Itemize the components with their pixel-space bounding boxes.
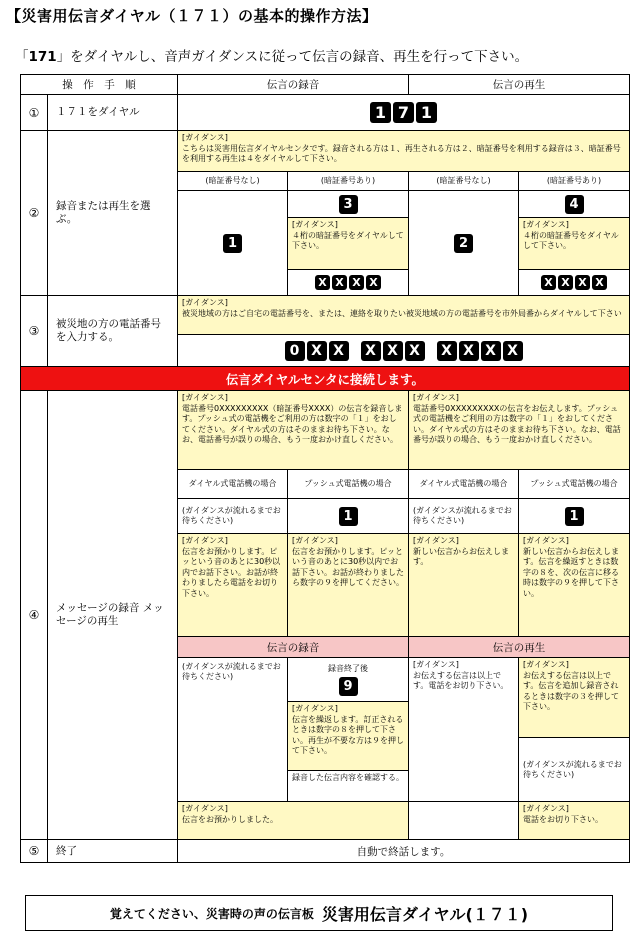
step2-number: ② [20, 130, 48, 296]
guidance-text: こちらは災害用伝言ダイヤルセンタです。録音される方は１、再生される方は２、暗証番号を利用する録音は３、暗証番号を利用する再生は４をダイヤルして下さい。 [182, 143, 621, 163]
guidance-title: [ガイダンス] [523, 804, 569, 813]
guidance-text: 電話番号0XXXXXXXXX（暗証番号XXXX）の伝言を録音します。プッシュ式の電話機をご利用の方は数字の「１」をおしてください。ダイヤル式の方はそのままお待ち下さい。なお、電話番号が誤りの場合、もう一度おかけ直しください。 [182, 403, 403, 444]
guidance-title: [ガイダンス] [523, 536, 569, 545]
step4-label: メッセージの録音 メッセージの再生 [47, 390, 178, 840]
key1-cell [177, 190, 288, 296]
dial-key: X [383, 341, 403, 361]
guidance-title: [ガイダンス] [292, 704, 338, 713]
header-steps: 操 作 手 順 [20, 74, 178, 95]
dial-key: 7 [393, 102, 414, 123]
step2-label: 録音または再生を選ぶ。 [47, 130, 178, 296]
rec-end-cell [287, 657, 409, 702]
dial-key: X [558, 275, 573, 290]
guidance-text: 新しい伝言からお伝えします。 [413, 546, 509, 566]
guidance-text: 伝言をお預かりします。ピッという音のあとに30秒以内でお話下さい。お話が終わりましたら数字の９を押してください。 [292, 546, 404, 587]
dial-key: 9 [339, 677, 358, 696]
guidance-title: [ガイダンス] [292, 536, 338, 545]
wait-record-2: (ガイダンスが流れるまでお待ちください) [177, 657, 288, 802]
push-key-record [287, 498, 409, 534]
footer-title: 災害用伝言ダイヤル(１７１) [321, 904, 529, 924]
dial-phone-play: ダイヤル式電話機の場合 [408, 469, 519, 499]
step3-label: 被災地の方の電話番号を入力する。 [47, 295, 178, 367]
confirm-guidance [287, 701, 409, 771]
guidance-text: 電話番号0XXXXXXXXXの伝言をお伝えします。プッシュ式の電話機をご利用の方は数字の「１」をおしてください。ダイヤル式の方はそのままお待ち下さい。なお、電話番号が誤りの場合、もう一度おかけ直しください。 [413, 403, 621, 444]
col-pin-record: (暗証番号あり) [287, 171, 409, 191]
dial-key: 1 [339, 507, 358, 526]
play-push-guidance [518, 533, 630, 637]
subtitle-text: 」をダイヤルし、音声ガイダンスに従って伝言の録音、再生を行って下さい。 [56, 49, 529, 65]
page-subtitle [15, 45, 528, 65]
empty-cell [408, 801, 519, 840]
guidance-title: [ガイダンス] [182, 393, 228, 402]
wait-record: (ガイダンスが流れるまでお待ちください) [177, 498, 288, 534]
guidance-title: [ガイダンス] [292, 220, 338, 229]
guidance-title: [ガイダンス] [523, 220, 569, 229]
add-rec-guidance [518, 657, 630, 738]
guidance-title: [ガイダンス] [182, 536, 228, 545]
push-phone-record: プッシュ式電話機の場合 [287, 469, 409, 499]
dial-key: X [361, 341, 381, 361]
dial-key: 1 [565, 507, 584, 526]
subtitle-number: 171 [28, 49, 57, 65]
rec-guidance [177, 390, 409, 470]
guidance-text: 電話をお切り下さい。 [523, 814, 603, 824]
step1-number: ① [20, 94, 48, 131]
confirm-text: 録音した伝言内容を確認する。 [287, 770, 409, 802]
col-no-pin-play: (暗証番号なし) [408, 171, 519, 191]
push-key-play [518, 498, 630, 534]
dial-key: X [332, 275, 347, 290]
key3-cell [287, 190, 409, 218]
guidance-text: 伝言をお預かりします。ピッという音のあとに30秒以内でお話下さい。お話が終わりましたら電話をお切り下さい。 [182, 546, 281, 598]
sub-record-header: 伝言の録音 [177, 636, 409, 658]
key4-cell [518, 190, 630, 218]
footer-lead: 覚えてください、災害時の声の伝言板 [109, 906, 314, 921]
guidance-title: [ガイダンス] [413, 660, 459, 669]
pin-guidance-play [518, 217, 630, 270]
step3-number: ③ [20, 295, 48, 367]
page-title: 【災害用伝言ダイヤル（１７１）の基本的操作方法】 [6, 7, 378, 25]
dial-key: 2 [454, 234, 473, 253]
dial-key: X [575, 275, 590, 290]
guidance-text: 被災地域の方はご自宅の電話番号を、または、連絡を取りたい被災地域の方の電話番号を市外局番からダイヤルして下さい [182, 308, 622, 318]
rec-push-guidance [287, 533, 409, 637]
dial-key: 1 [370, 102, 391, 123]
wait-play: (ガイダンスが流れるまでお待ちください) [408, 498, 519, 534]
guidance-text: お伝えする伝言は以上です。伝言を追加し録音されるときは数字の３を押して下さい。 [523, 670, 619, 711]
dial-key: X [541, 275, 556, 290]
guidance-text: 伝言を繰返します。訂正されるときは数字の８を押して下さい。再生が不要な方は９を押して下さい。 [292, 714, 404, 755]
keep-guidance [177, 801, 409, 840]
step4-number: ④ [20, 390, 48, 840]
dial-key: X [315, 275, 330, 290]
footer-banner [25, 895, 613, 931]
phone-number-keys [177, 334, 630, 367]
dial-key: 1 [223, 234, 242, 253]
guidance-text: 新しい伝言からお伝えします。伝言を繰返すときは数字の８を、次の伝言に移る時は数字の９を押して下さい。 [523, 546, 619, 598]
header-play: 伝言の再生 [408, 74, 630, 95]
step5-label: 終了 [47, 839, 178, 863]
key2-cell [408, 190, 519, 296]
bye-guidance [518, 801, 630, 840]
header-record: 伝言の録音 [177, 74, 409, 95]
play-dial-guidance [408, 533, 519, 637]
guidance-text: ４桁の暗証番号をダイヤルして下さい。 [292, 230, 404, 250]
rec-dial-guidance [177, 533, 288, 637]
end-play-guidance [408, 657, 519, 802]
subtitle-pre: 「 [15, 49, 29, 65]
dial-key: X [405, 341, 425, 361]
dial-key: X [366, 275, 381, 290]
step2-guidance [177, 130, 630, 172]
connected-banner: 伝言ダイヤルセンタに接続します。 [20, 366, 630, 391]
col-pin-play: (暗証番号あり) [518, 171, 630, 191]
guidance-title: [ガイダンス] [182, 133, 228, 142]
step5-number: ⑤ [20, 839, 48, 863]
push-phone-play: プッシュ式電話機の場合 [518, 469, 630, 499]
dial-key: 4 [565, 195, 584, 214]
dial-key: 3 [339, 195, 358, 214]
pin-keys-record [287, 269, 409, 296]
col-no-pin-record: (暗証番号なし) [177, 171, 288, 191]
guidance-title: [ガイダンス] [182, 298, 228, 307]
step5-text: 自動で終話します。 [177, 839, 630, 863]
dial-key: X [437, 341, 457, 361]
dial-key: X [329, 341, 349, 361]
rec-end-label: 録音終了後 [328, 664, 368, 673]
dial-key: X [349, 275, 364, 290]
step1-keys [177, 94, 630, 131]
guidance-title: [ガイダンス] [182, 804, 228, 813]
play-guidance [408, 390, 630, 470]
dial-key: X [307, 341, 327, 361]
dial-key: X [481, 341, 501, 361]
dial-key: X [503, 341, 523, 361]
guidance-title: [ガイダンス] [413, 393, 459, 402]
guidance-text: ４桁の暗証番号をダイヤルして下さい。 [523, 230, 619, 250]
step3-guidance [177, 295, 630, 335]
pin-keys-play [518, 269, 630, 296]
step1-label: １７１をダイヤル [47, 94, 178, 131]
dial-key: 1 [416, 102, 437, 123]
dial-key: 0 [285, 341, 305, 361]
dial-key: X [459, 341, 479, 361]
guidance-title: [ガイダンス] [523, 660, 569, 669]
guidance-title: [ガイダンス] [413, 536, 459, 545]
guidance-text: お伝えする伝言は以上です。電話をお切り下さい。 [413, 670, 509, 690]
dial-key: X [592, 275, 607, 290]
pin-guidance-record [287, 217, 409, 270]
dial-phone-record: ダイヤル式電話機の場合 [177, 469, 288, 499]
guidance-text: 伝言をお預かりしました。 [182, 814, 278, 824]
wait-play-2: (ガイダンスが流れるまでお待ちください) [518, 737, 630, 802]
sub-play-header: 伝言の再生 [408, 636, 630, 658]
